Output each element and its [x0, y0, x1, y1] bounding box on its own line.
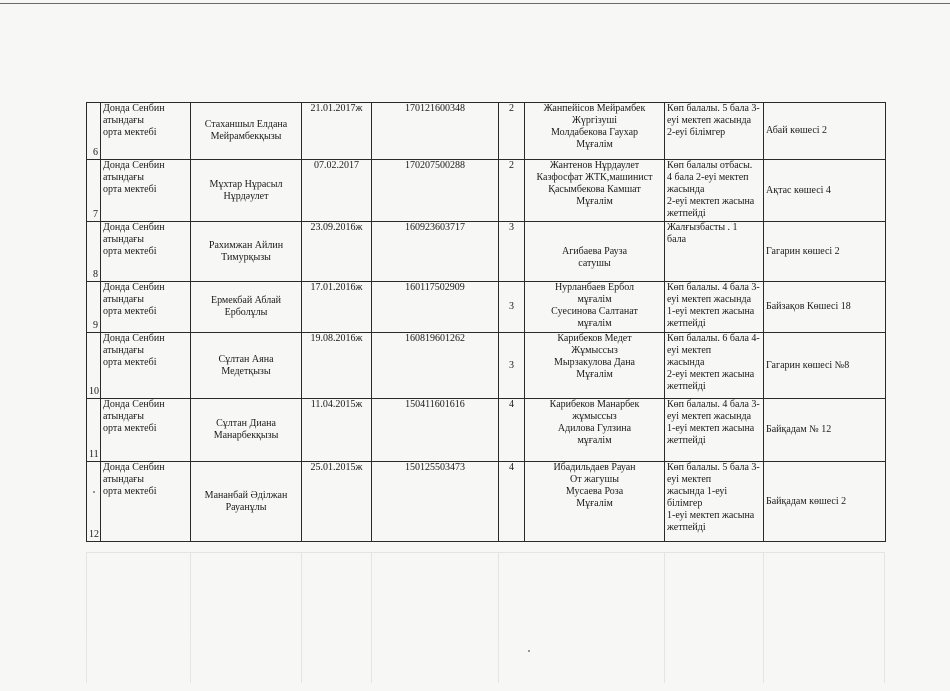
cell-iin: 160923603717 — [372, 222, 499, 282]
cell-address: Гагарин көшесі 2 — [764, 222, 886, 282]
cell-address: Байзақов Көшесі 18 — [764, 282, 886, 333]
cell-name: Рахимжан Айлин Тимурқызы — [191, 222, 302, 282]
cell-parents: Ибадильдаев Рауан От жагушы Мусаева Роза Мұғалім — [525, 462, 665, 542]
cell-school: Донда Сенбин атындағы орта мектебі — [101, 462, 191, 542]
cell-status: Көп балалы. 5 бала 3- еуі мектеп жасында 2-еуі білімгер — [665, 103, 764, 160]
cell-date: 17.01.2016ж — [302, 282, 372, 333]
cell-parents: Карибеков Манарбек жұмыссыз Адилова Гулзина мұғалім — [525, 399, 665, 462]
cell-name: Ермекбай Аблай Ерболұлы — [191, 282, 302, 333]
table-row — [87, 462, 886, 542]
table-row — [87, 282, 886, 333]
cell-status: Көп балалы. 4 бала 3- еуі мектеп жасында 1-еуі мектеп жасына жетпейді — [665, 399, 764, 462]
cell-school: Донда Сенбин атындағы орта мектебі — [101, 160, 191, 222]
table-row — [87, 160, 886, 222]
cell-num: 12 — [87, 462, 101, 542]
cell-date: 11.04.2015ж — [302, 399, 372, 462]
scan-top-edge-line — [0, 3, 950, 4]
cell-iin: 150125503473 — [372, 462, 499, 542]
cell-name: Сұлтан Аяна Медетқызы — [191, 333, 302, 399]
cell-date: 19.08.2016ж — [302, 333, 372, 399]
bleed-through-grid — [86, 552, 885, 683]
cell-iin: 150411601616 — [372, 399, 499, 462]
cell-address: Байқадам көшесі 2 — [764, 462, 886, 542]
cell-date: 21.01.2017ж — [302, 103, 372, 160]
cell-status: Жалғызбасты . 1 бала — [665, 222, 764, 282]
cell-address: Гагарин көшесі №8 — [764, 333, 886, 399]
cell-grade: 3 — [499, 222, 525, 282]
cell-school: Донда Сенбин атындағы орта мектебі — [101, 333, 191, 399]
cell-school: Донда Сенбин атындағы орта мектебі — [101, 222, 191, 282]
cell-address: Ақтас көшесі 4 — [764, 160, 886, 222]
cell-status: Көп балалы. 4 бала 3- еуі мектеп жасында 1-еуі мектеп жасына жетпейді — [665, 282, 764, 333]
cell-grade: 4 — [499, 462, 525, 542]
cell-num: 11 — [87, 399, 101, 462]
cell-status: Көп балалы отбасы. 4 бала 2-еуі мектеп жасында 2-еуі мектеп жасына жетпейді — [665, 160, 764, 222]
table-row — [87, 222, 886, 282]
table-row — [87, 103, 886, 160]
cell-num: 9 — [87, 282, 101, 333]
cell-grade: 2 — [499, 103, 525, 160]
cell-grade: 3 — [499, 282, 525, 333]
cell-grade: 2 — [499, 160, 525, 222]
cell-name: Сұлтан Диана Манарбекқызы — [191, 399, 302, 462]
cell-name: Мананбай Әділжан Рауанұлы — [191, 462, 302, 542]
table-row — [87, 399, 886, 462]
cell-name: Мұхтар Нұрасыл Нұрдәулет — [191, 160, 302, 222]
cell-iin: 160819601262 — [372, 333, 499, 399]
cell-date: 25.01.2015ж — [302, 462, 372, 542]
cell-parents: Агибаева Рауза сатушы — [525, 222, 665, 282]
cell-parents: Нурланбаев Ербол мұғалім Суесинова Салтанат мұғалім — [525, 282, 665, 333]
student-registry-table — [86, 102, 886, 542]
cell-num: 10 — [87, 333, 101, 399]
cell-parents: Жантенов Нұрдаулет Казфосфат ЖТК,машинист Қасымбекова Камшат Мұғалім — [525, 160, 665, 222]
cell-date: 23.09.2016ж — [302, 222, 372, 282]
table-row — [87, 333, 886, 399]
cell-num: 7 — [87, 160, 101, 222]
cell-status: Көп балалы. 5 бала 3- еуі мектеп жасында 1-еуі білімгер 1-еуі мектеп жасына жетпейді — [665, 462, 764, 542]
cell-iin: 160117502909 — [372, 282, 499, 333]
cell-parents: Жанпейісов Мейрамбек Жүргізуші Молдабекова Гаухар Мұғалім — [525, 103, 665, 160]
cell-address: Абай көшесі 2 — [764, 103, 886, 160]
cell-date: 07.02.2017 — [302, 160, 372, 222]
cell-parents: Карибеков Медет Жұмыссыз Мырзакулова Дана Мұғалім — [525, 333, 665, 399]
cell-school: Донда Сенбин атындағы орта мектебі — [101, 399, 191, 462]
cell-iin: 170207500288 — [372, 160, 499, 222]
cell-num: 6 — [87, 103, 101, 160]
cell-iin: 170121600348 — [372, 103, 499, 160]
cell-name: Стаханшыл Елдана Мейрамбекқызы — [191, 103, 302, 160]
cell-address: Байқадам № 12 — [764, 399, 886, 462]
cell-status: Көп балалы. 6 бала 4- еуі мектеп жасында 2-еуі мектеп жасына жетпейді — [665, 333, 764, 399]
cell-school: Донда Сенбин атындағы орта мектебі — [101, 103, 191, 160]
cell-school: Донда Сенбин атындағы орта мектебі — [101, 282, 191, 333]
cell-num: 8 — [87, 222, 101, 282]
cell-grade: 3 — [499, 333, 525, 399]
cell-grade: 4 — [499, 399, 525, 462]
